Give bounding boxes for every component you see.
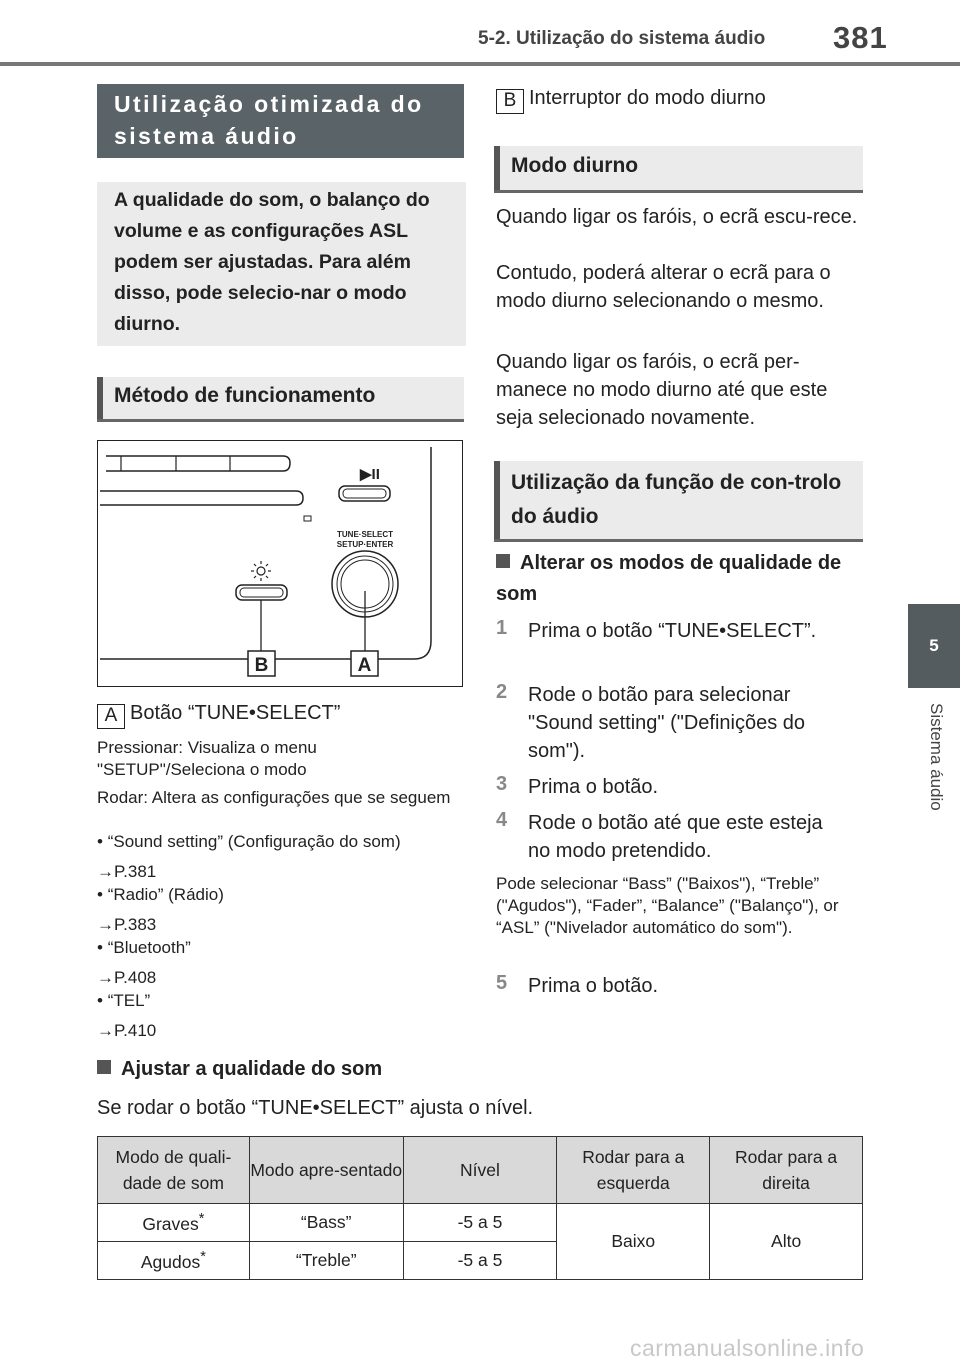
table-cell-level: -5 a 5 [403,1242,557,1280]
square-bullet-icon [496,554,510,568]
quality-text: Se rodar o botão “TUNE•SELECT” ajusta o nível. [97,1097,534,1119]
control-panel-figure [97,440,463,687]
ref-tel[interactable]: →P.410 [97,1021,157,1040]
sun-icon [251,561,271,581]
table-header-row [98,1137,863,1204]
step-5-number: 5 [496,972,508,994]
table-cell-left: Baixo [557,1204,710,1280]
table-header: Nível [403,1137,557,1204]
item-a-title: Botão “TUNE•SELECT” [130,702,341,724]
method-header: Método de funcionamento [97,377,464,419]
knob-label-top: TUNE·SELECT [337,530,393,539]
table-cell-mode: Agudos* [98,1242,250,1280]
chapter-label: Sistema áudio [927,703,946,811]
chapter-tab: 5 [908,604,960,688]
table-header: Rodar para a esquerda [557,1137,710,1204]
page-number: 381 [833,20,888,55]
step-4-number: 4 [496,809,508,831]
callout-b: B [254,655,269,676]
quality-subheader: Ajustar a qualidade do som [97,1054,382,1085]
day-mode-p2: Contudo, poderá alterar o ecrã para o modo diurno selecionando o mesmo. [496,262,831,312]
ref-sound[interactable]: →P.381 [97,862,157,881]
table-cell-right: Alto [710,1204,863,1280]
control-subheader: Alterar os modos de qualidade de som [496,552,842,605]
table-header: Rodar para a direita [710,1137,863,1204]
ref-radio[interactable]: →P.383 [97,915,157,934]
header-rule [0,62,960,66]
sound-quality-table [97,1136,863,1280]
item-a-press: Pressionar: Visualiza o menu "SETUP"/Seleciona o modo [97,738,317,779]
intro-text: A qualidade do som, o balanço do volume e as configurações ASL podem ser ajustadas. Para além disso, pode selecio-nar o modo diurno. [97,182,466,346]
control-panel-drawing [98,441,461,685]
watermark: carmanualsonline.info [630,1335,865,1361]
table-row [98,1204,863,1242]
option-tel: • “TEL” [97,991,151,1010]
step-2-number: 2 [496,681,508,703]
table-header: Modo apre-sentado [249,1137,403,1204]
option-bluetooth: • “Bluetooth” [97,938,191,957]
step-3-text: Prima o botão. [528,776,659,798]
item-b-badge: B [496,89,524,114]
knob-label-bottom: SETUP·ENTER [336,540,394,549]
item-a-title-row [97,699,340,729]
day-mode-header: Modo diurno [494,146,863,190]
step-4-text: Rode o botão até que este esteja no modo pretendido. [528,812,823,862]
square-bullet-icon [97,1060,111,1074]
item-b-title: Interruptor do modo diurno [529,87,766,109]
item-a-badge: A [97,704,125,729]
svg-text:▶II: ▶II [360,466,380,483]
item-b-title-row [496,84,766,114]
day-mode-p1: Quando ligar os faróis, o ecrã escu-rece. [496,206,858,228]
option-radio: • “Radio” (Rádio) [97,885,224,904]
step-5-text: Prima o botão. [528,975,659,997]
step-3-number: 3 [496,773,508,795]
step-1-text: Prima o botão “TUNE•SELECT”. [528,620,817,642]
control-header: Utilização da função de con-trolo do áudio [494,461,863,539]
table-cell-shown: “Treble” [249,1242,403,1280]
control-note: Pode selecionar “Bass” ("Baixos"), “Treble” ("Agudos"), “Fader”, “Balance” ("Balanço"), or “ASL” ("Nivelador automático do som"). [496,874,839,937]
step-1-number: 1 [496,617,508,639]
main-title: Utilização otimizada do sistema áudio [97,84,464,158]
item-a-rotate: Rodar: Altera as configurações que se seguem [97,788,451,807]
table-cell-mode: Graves* [98,1204,250,1242]
step-2-text: Rode o botão para selecionar "Sound setting" ("Definições do som"). [528,684,806,762]
table-cell-level: -5 a 5 [403,1204,557,1242]
section-title: 5-2. Utilização do sistema áudio [478,28,766,49]
day-mode-p3: Quando ligar os faróis, o ecrã per-manece no modo diurno até que este seja selecionado novamente. [496,351,828,429]
option-sound: • “Sound setting” (Configuração do som) [97,832,401,851]
table-header: Modo de quali-dade de som [98,1137,250,1204]
callout-a: A [357,655,372,676]
ref-bluetooth[interactable]: →P.408 [97,968,157,987]
table-cell-shown: “Bass” [249,1204,403,1242]
